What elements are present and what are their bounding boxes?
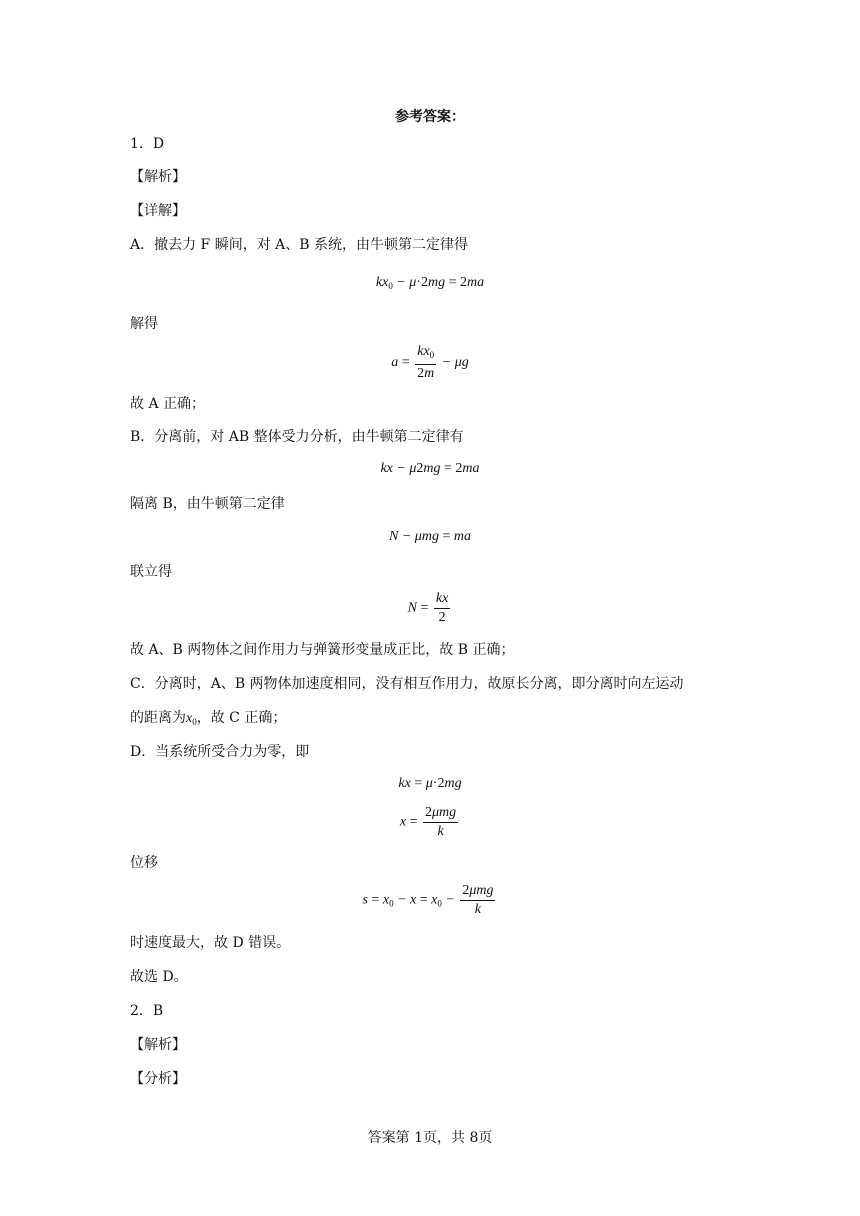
q1-displacement-label: 位移 [130,855,158,871]
q1-d-text: D．当系统所受合力为零，即 [130,744,310,760]
equation-4: N − μmg = ma [389,529,471,544]
q1-b-text: B．分离前，对 AB 整体受力分析，由牛顿第二定律有 [130,429,464,445]
equation-2: a = $\frac{kx_0}{2m}$ − μg [391,344,469,381]
q1-solve-label: 解得 [130,316,158,332]
q1-answer: 1．D [130,136,165,152]
q2-tag-fenxi: 【分析】 [130,1071,186,1087]
q1-c-text-2-pre: 的距离为 [130,710,186,726]
equation-7: x = $\frac{\text{2μmg}}{k}$ [399,805,457,839]
q1-tag-jiexi: 【解析】 [130,169,186,185]
equation-3: kx − μ2mg = 2ma [380,461,480,476]
q1-b-isolate: 隔离 B，由牛顿第二定律 [130,496,285,512]
q1-b-conclusion: 故 A、B 两物体之间作用力与弹簧形变量成正比，故 B 正确； [130,642,515,658]
equation-5: N = $\frac{kx}{2}$ [407,591,449,625]
x0-symbol: $x_0$ [186,711,197,727]
q1-c-text-2 [130,708,286,732]
q1-c-text-1: C．分离时，A、B 两物体加速度相同，没有相互作用力，故原长分离，即分离时向左运动 [130,676,684,692]
q1-choose: 故选 D。 [130,969,188,985]
q2-tag-jiexi: 【解析】 [130,1037,186,1053]
page-title: 参考答案： [395,109,465,125]
equation-8: $s = x_0 - x = x_0$ − $\frac{\text{2μmg}}{k}$ [362,883,494,917]
q2-answer: 2．B [130,1003,164,1019]
page-footer: 答案第 1页，共 8页 [367,1130,493,1146]
q1-c-text-2-post: ，故 C 正确； [196,710,287,726]
q1-a-conclusion: 故 A 正确； [130,396,206,412]
equation-6: kx = μ·2mg [398,776,462,791]
q1-tag-xiangjie: 【详解】 [130,203,186,219]
q1-b-combine: 联立得 [130,564,172,580]
equation-1: $kx_0 - \mu\cdot 2mg = 2ma$ [375,275,485,291]
q1-a-text: A．撤去力 F 瞬间，对 A、B 系统，由牛顿第二定律得 [130,237,469,253]
q1-d-conclusion: 时速度最大，故 D 错误。 [130,935,291,951]
